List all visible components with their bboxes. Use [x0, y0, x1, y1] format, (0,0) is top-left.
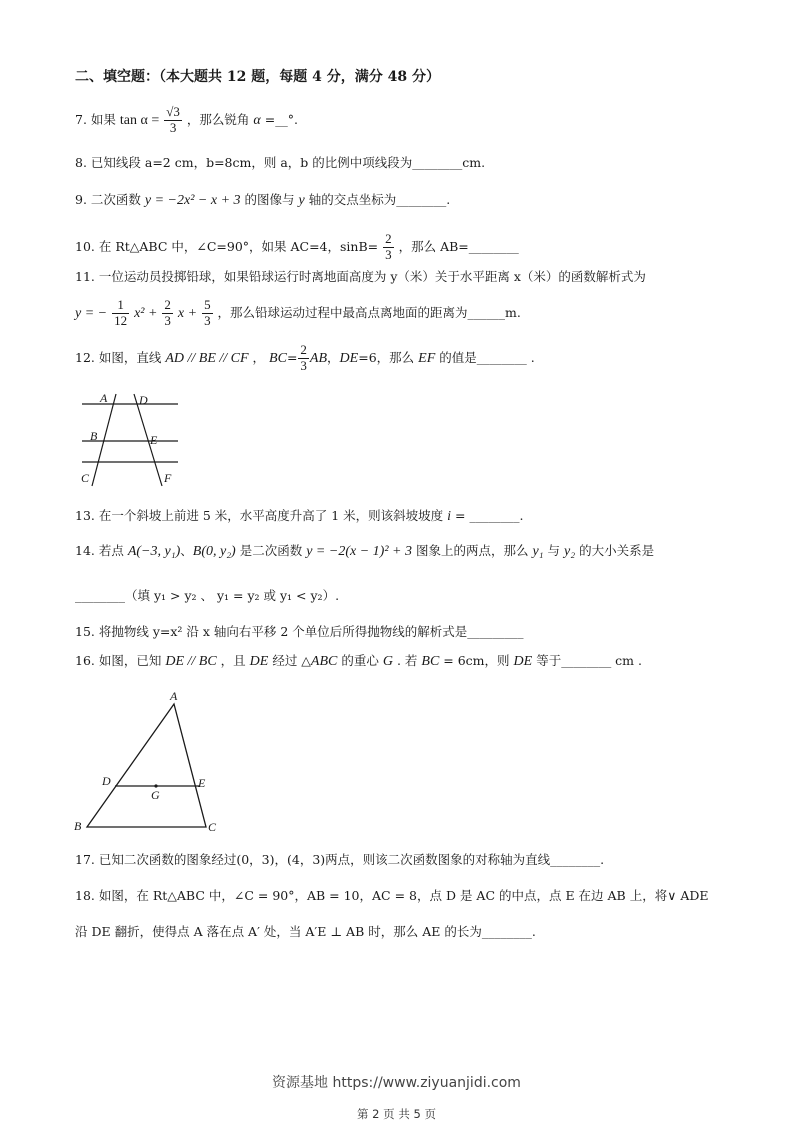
q16-text-1: 16. 如图，已知	[75, 653, 162, 668]
figure-16-triangle	[70, 688, 230, 836]
q14-text-4: 图象上的两点，那么	[415, 543, 529, 558]
q14-point-a: A(−3, y₁)	[127, 544, 181, 559]
q16-text-7: 等于________ cm .	[536, 653, 642, 668]
label-b: B	[74, 819, 82, 833]
q14-text-6: 的大小关系是	[579, 543, 655, 558]
q16-text-4: 的重心	[341, 653, 379, 668]
q16-text-5: . 若	[396, 653, 418, 668]
q7-fraction	[164, 105, 182, 136]
q14-text-3: 是二次函数	[239, 543, 303, 558]
q16-abc: ABC	[310, 654, 338, 669]
question-17: 17. 已知二次函数的图象经过(0，3)，(4，3)两点，则该二次函数图象的对称轴为直线________.	[75, 852, 605, 867]
frac-den: 3	[385, 246, 392, 262]
q12-fraction	[298, 343, 309, 374]
q12-de: DE	[339, 350, 359, 366]
frac-den: 3	[300, 357, 307, 373]
question-number: 7.	[75, 111, 87, 127]
frac-num: 5	[204, 297, 211, 312]
q16-text-2: ，且	[220, 653, 246, 668]
q12-text-3: ，	[327, 349, 340, 365]
q12-ab: AB	[309, 350, 328, 366]
question-14-line-1	[75, 545, 654, 559]
label-c: C	[81, 471, 90, 485]
question-9	[75, 194, 450, 208]
q14-text-2: 、	[180, 543, 193, 558]
label-g: G	[151, 788, 160, 802]
q12-text-2: ，	[252, 349, 266, 365]
q11-x: x +	[177, 305, 198, 321]
label-e: E	[198, 776, 206, 790]
label-c: C	[208, 820, 217, 834]
q11-y: y = −	[75, 305, 108, 321]
frac-den: 3	[169, 119, 177, 135]
q12-text-5: 的值是________ .	[439, 349, 535, 365]
question-8: 8. 已知线段 a=2 cm，b=8cm，则 a，b 的比例中项线段为________cm.	[75, 155, 486, 170]
q12-lines: AD // BE // CF	[165, 350, 249, 366]
q12-bc: BC	[269, 350, 287, 366]
frac-den: 3	[164, 312, 171, 328]
question-13	[75, 510, 523, 524]
triangle-abc	[87, 704, 206, 827]
q11-fraction-1	[112, 298, 129, 329]
q16-de-answer: DE	[513, 654, 533, 669]
q9-text-1: 9. 二次函数	[75, 192, 141, 207]
question-14-line-2: ________（填 y₁ > y₂ 、 y₁ = y₂ 或 y₁ < y₂）.	[75, 588, 340, 603]
q12-text-4: =6，那么	[358, 349, 415, 365]
q16-de-parallel-bc: DE // BC	[165, 654, 217, 669]
q14-y1: y₁	[532, 544, 544, 559]
frac-den: 3	[204, 312, 211, 328]
q10-text-1: 10. 在 Rt△ABC 中，∠C=90°，如果 AC=4，sinB=	[75, 238, 379, 254]
q13-text-1: 13. 在一个斜坡上前进 5 米，水平高度升高了 1 米，则该斜坡坡度	[75, 508, 444, 523]
q12-text-1: 12. 如图，直线	[75, 349, 162, 365]
q16-text-6: = 6cm，则	[443, 653, 510, 668]
q14-expr: y = −2(x − 1)² + 3	[306, 544, 412, 559]
question-10	[75, 232, 519, 263]
question-16	[75, 655, 642, 669]
q7-text-1: 如果	[90, 111, 116, 127]
q9-expr: y = −2x² − x + 3	[144, 193, 241, 208]
label-b: B	[90, 429, 98, 443]
q12-eq: =	[286, 349, 298, 365]
q14-text-1: 14. 若点	[75, 543, 124, 558]
q9-text-2: 的图像与	[244, 192, 295, 207]
label-d: D	[139, 393, 148, 407]
q11-x2: x² +	[134, 305, 158, 321]
q9-y: y	[298, 193, 305, 208]
frac-den: 12	[114, 312, 128, 328]
question-7	[75, 105, 298, 136]
frac-num: √3	[166, 104, 180, 119]
question-18-line-1: 18. 如图，在 Rt△ABC 中，∠C = 90°，AB = 10，AC = 8，点 D 是 AC 的中点，点 E 在边 AB 上，将∨ ADE	[75, 888, 709, 903]
q16-de: DE	[249, 654, 269, 669]
footer-site: 资源基地 https://www.ziyuanjidi.com	[272, 1075, 521, 1091]
q13-i: i	[447, 509, 452, 524]
q9-text-3: 轴的交点坐标为________.	[308, 192, 451, 207]
q10-text-2: ，那么 AB=________	[398, 238, 519, 254]
question-11-line-1: 11. 一位运动员投掷铅球，如果铅球运行时离地面高度为 y（米）关于水平距离 x（米）的函数解析式为	[75, 269, 646, 284]
q10-fraction	[383, 232, 394, 263]
q11-fraction-2	[162, 298, 173, 329]
q7-expr: tan α =	[119, 112, 160, 128]
frac-num: 2	[164, 297, 171, 312]
q14-point-b: B(0, y₂)	[192, 544, 236, 559]
section-title: 二、填空题：（本大题共 12 题，每题 4 分，满分 48 分）	[75, 69, 440, 85]
q16-text-3: 经过 △	[272, 653, 311, 668]
footer-page-number: 第 2 页 共 5 页	[357, 1107, 436, 1121]
question-12	[75, 343, 535, 374]
q11-text-2: ，那么铅球运动过程中最高点离地面的距离为______m.	[217, 304, 521, 320]
q11-fraction-3	[202, 298, 213, 329]
transversal-right	[134, 394, 162, 486]
q14-text-5: 与	[547, 543, 561, 558]
q7-alpha: α	[253, 112, 261, 128]
q13-text-2: = ________.	[455, 508, 524, 523]
q12-ef: EF	[418, 350, 436, 366]
q7-text-3: =__°.	[264, 111, 298, 127]
q16-bc: BC	[421, 654, 440, 669]
label-a: A	[100, 391, 108, 405]
label-e: E	[150, 433, 158, 447]
question-18-line-2: 沿 DE 翻折，使得点 A 落在点 A′ 处，当 A′E ⊥ AB 时，那么 AE 的长为________.	[75, 924, 536, 939]
q16-g: G	[382, 654, 393, 669]
q14-y2: y₂	[564, 544, 576, 559]
q7-text-2: ，那么锐角	[186, 111, 250, 127]
label-f: F	[164, 471, 172, 485]
question-11-line-2	[75, 298, 521, 329]
frac-num: 2	[300, 342, 307, 357]
frac-num: 2	[385, 231, 392, 246]
question-15: 15. 将抛物线 y=x² 沿 x 轴向右平移 2 个单位后所得抛物线的解析式是_________	[75, 624, 524, 639]
figure-12-parallel-lines	[78, 388, 188, 490]
label-a: A	[170, 689, 178, 703]
label-d: D	[102, 774, 111, 788]
frac-num: 1	[112, 298, 129, 314]
